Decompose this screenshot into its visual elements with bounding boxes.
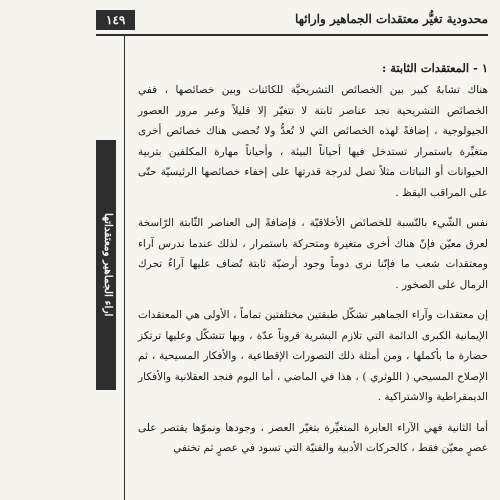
page-header — [96, 10, 488, 32]
chapter-side-label: اراء الجماهير ومعتقداتها — [102, 213, 114, 317]
paragraph-1: هناك تشابهٌ كبير بين الخصائص التشريحيَّة للكائنات وبين خصائصها ، ففي الخصائص التشريحية نجد عناصر ثابتة لا تتغيّر إلا قليلاً وعبر مرور العصور الجيولوجية ، إضافةً لهذه الخصائص التي لا تُعدُّ ولا تُحصى هناك خصائص أخرى متغيِّرة باستمرار تستدخل فيها أحياناً البيئة ، وأحياناً مهارة المكلفين بتربية الحيوانات أو النباتات مثلاً تصل لدرجة قدرتها على إخفاء خصائصها الرئيسيّة حتّى على المراقب اليقظ . — [138, 84, 488, 199]
header-rule — [96, 34, 488, 36]
page-body — [138, 58, 488, 469]
paragraph-4: أما الثانية فهي الآراء العابرة المتغيِّرة بتغيّر العصر ، وجودها ونموّها يقتصر على عصرٍ معيّن فقط ، كالحركات الأدبية والفنيّة التي تسود في عصرٍ ثم تختفي — [138, 421, 488, 454]
running-title: محدودية تغيُّر معتقدات الجماهير وارائها — [295, 12, 488, 26]
section-heading: ١ - المعتقدات الثابتة : — [382, 61, 488, 75]
paragraph-2: نفس الشّيء بالنّسبة للخصائص الأخلاقيّة ، فإضافةً إلى العناصر الثّابتة الرّاسخة لعرق معيّن فإنّ هناك أخرى متغيرة ومتحركة باستمرار ، لذلك عندما ندرس آراء ومعتقدات شعب ما فإنّنا نرى دوماً وجود أرضيّة ثابتة تُضاف عليها آراءٌ تحرك الرمال على الصخور . — [138, 217, 488, 291]
page-number: ١٤٩ — [96, 10, 135, 30]
side-rule — [124, 36, 125, 500]
paragraph-3: إن معتقدات وآراء الجماهير تشكّل طبقتين مختلفتين تماماً ، الأولى هي المعتقدات الإيمانية الكبرى الدائمة التي تلازم البشرية قروناً عدّة ، وبها تتشكّل وعليها ترتكز حضارة ما بأكملها ، ومن أمثلة ذلك التصورات الإقطاعية ، والأفكار المسيحية ، ثم الإصلاح المسيحي ( اللوثري ) ، هذا في الماضي ، أما اليوم فنجد العقلانية والأفكار الديمقراطية والاشتراكية . — [138, 309, 488, 403]
